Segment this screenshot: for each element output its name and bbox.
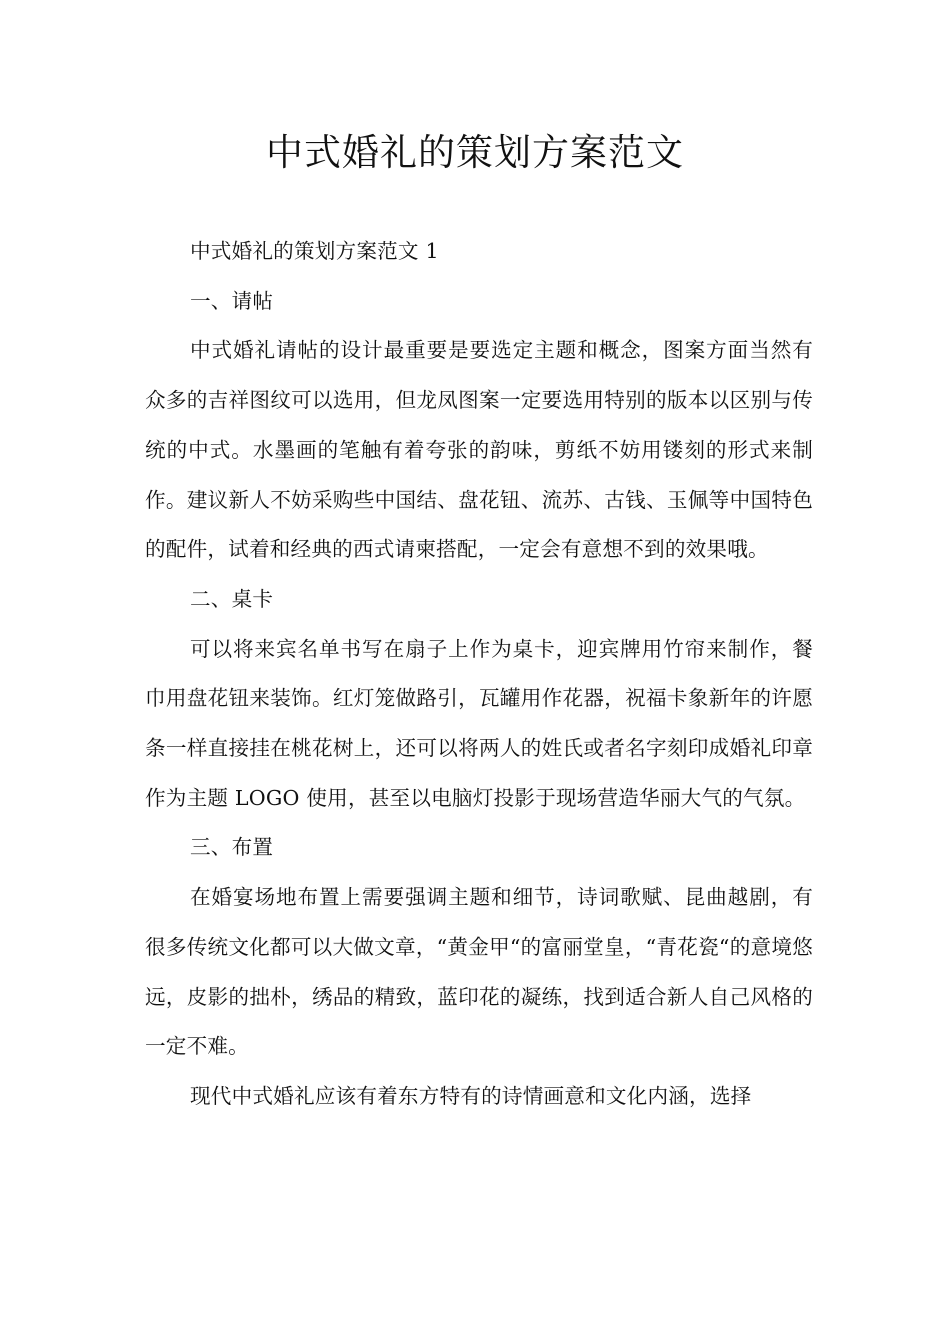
doc-subtitle: 中式婚礼的策划方案范文 1 (190, 239, 439, 263)
document-body (145, 227, 813, 1122)
section-heading-decoration: 三、布置 (190, 835, 274, 860)
document-title: 中式婚礼的策划方案范文 (266, 131, 684, 174)
body-paragraph: 在婚宴场地布置上需要强调主题和细节，诗词歌赋、昆曲越剧，有很多传统文化都可以大做文章，“黄金甲“的富丽堂皇，“青花瓷“的意境悠远，皮影的拙朴，绣品的精致，蓝印花的凝练，找到适合新人自己风格的一定不难。 (145, 885, 813, 1059)
body-paragraph: 可以将来宾名单书写在扇子上作为桌卡，迎宾牌用竹帘来制作，餐巾用盘花钮来装饰。红灯笼做路引，瓦罐用作花器，祝福卡象新年的许愿条一样直接挂在桃花树上，还可以将两人的姓氏或者名字刻印成婚礼印章作为主题 LOGO 使用，甚至以电脑灯投影于现场营造华丽大气的气氛。 (145, 636, 813, 810)
section-heading-table-card: 二、桌卡 (190, 586, 274, 611)
body-paragraph: 现代中式婚礼应该有着东方特有的诗情画意和文化内涵，选择 (190, 1083, 752, 1108)
body-paragraph: 中式婚礼请帖的设计最重要是要选定主题和概念，图案方面当然有众多的吉祥图纹可以选用，但龙凤图案一定要选用特别的版本以区别与传统的中式。水墨画的笔触有着夸张的韵味，剪纸不妨用镂刻的形式来制作。建议新人不妨采购些中国结、盘花钮、流苏、古钱、玉佩等中国特色的配件，试着和经典的西式请柬搭配，一定会有意想不到的效果哦。 (145, 338, 813, 562)
section-heading-invitation: 一、请帖 (190, 288, 274, 313)
